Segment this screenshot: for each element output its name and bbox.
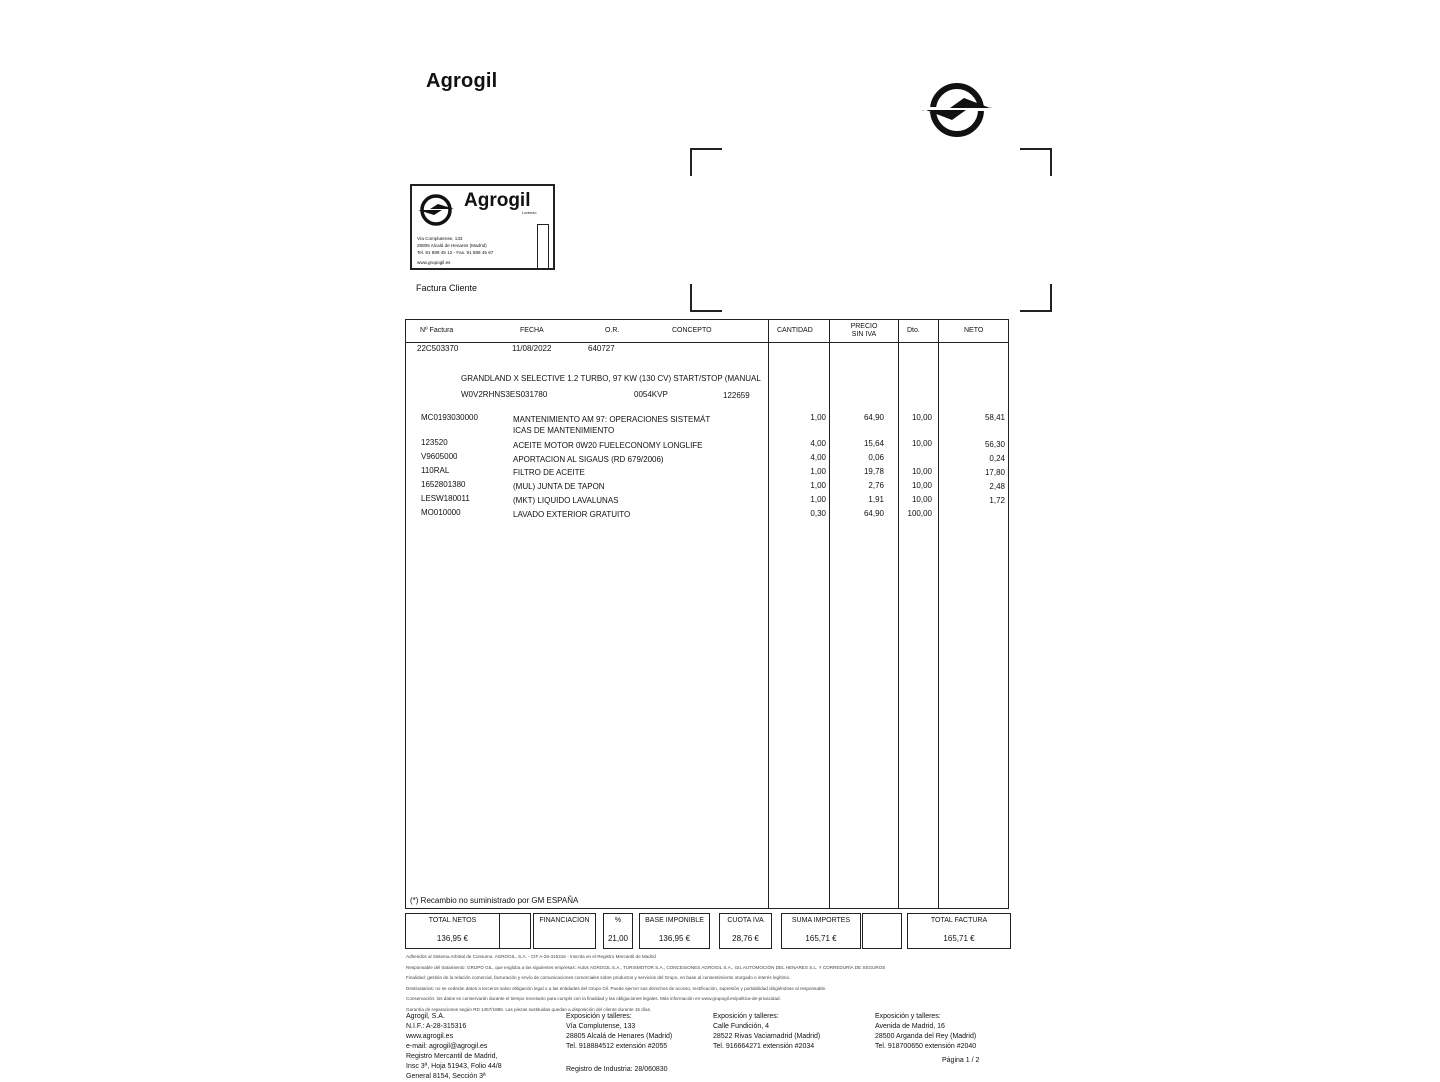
item-net: 17,80 [984,468,1005,477]
item-price: 0,06 [868,453,884,462]
item-code: 123520 [421,438,448,447]
total-factura-label: TOTAL FACTURA [930,917,988,924]
item-net: 56,30 [984,440,1005,449]
item-code: 110RAL [421,466,450,475]
item-discount: 10,00 [911,481,932,490]
suma-value: 165,71 € [805,934,837,943]
vehicle-vin: W0V2RHNS3ES031780 [461,390,548,399]
item-price: 1,91 [868,495,884,504]
suma-label: SUMA IMPORTES [791,917,851,924]
footer-line: www.agrogil.es [406,1033,454,1040]
item-net: 58,41 [984,413,1005,422]
item-discount: 10,00 [911,413,932,422]
item-qty: 1,00 [810,467,826,476]
header-price: PRECIO SIN IVA [850,323,878,338]
footer-line: Insc 3ª, Hoja 51943, Folio 44/8 [406,1063,502,1070]
table-header [406,320,1008,343]
empty-box [862,913,902,949]
footer-line: Registro de Industria: 28/060830 [566,1066,668,1073]
header-discount: Dto. [907,327,920,334]
footer-line: Vía Complutense, 133 [566,1023,636,1030]
footer-company [406,1012,502,1082]
header-net: NETO [964,327,984,334]
header-invoice-no: Nº Factura [420,327,454,334]
legal-line: Destinatarios: no se cederán datos a terceros salvo obligación legal o a las entidades del Grupo Gil. Puede ejercer sus derechos de acceso, rectificación, supresión y portabilidad dirigiéndose al responsable. [406,985,827,991]
header-concept: CONCEPTO [672,327,712,334]
header-date: FECHA [520,327,544,334]
header-or: O.R. [605,327,620,334]
invoice-or: 640727 [588,344,615,353]
empty-box [499,913,531,949]
footer-line: 28500 Arganda del Rey (Madrid) [875,1033,977,1040]
footer-line: N.I.F.: A-28-315316 [406,1023,467,1030]
footer-line: 28522 Rivas Vaciamadrid (Madrid) [713,1033,821,1040]
document-type: Factura Cliente [416,283,478,293]
total-netos-value: 136,95 € [436,934,469,943]
item-description: FILTRO DE ACEITE [513,468,585,477]
footer-line: 28805 Alcalá de Henares (Madrid) [566,1033,673,1040]
item-qty: 1,00 [810,481,826,490]
vehicle-model: GRANDLAND X SELECTIVE 1.2 TURBO, 97 KW (130 CV) START/STOP (MANUAL [461,374,761,383]
vehicle-plate: 0054KVP [634,390,668,399]
item-code: 1652801380 [421,480,466,489]
company-stamp [410,184,555,270]
stamp-subtitle: Lorenzo [522,210,537,215]
legal-line: Adheridos al Sistema Arbitral de Consumo. AGROGIL, S.A. - CIF A-28-315316 - Inscrita en el Registro Mercantil de Madrid [406,954,656,959]
footer-line: Exposición y talleres: [875,1013,941,1020]
total-factura-box [907,913,1011,949]
address-window [690,148,1052,312]
cuota-value: 28,76 € [732,934,759,943]
cuota-label: CUOTA IVA [727,917,764,924]
opel-logo-small-icon [416,192,456,228]
item-description: APORTACION AL SIGAUS (RD 679/2006) [513,455,664,464]
item-description: MANTENIMIENTO AM 97: OPERACIONES SISTEMÁT [513,415,711,424]
brand-name: Agrogil [426,70,498,92]
page-number: Página 1 / 2 [942,1057,980,1064]
item-net: 0,24 [989,454,1005,463]
base-imponible-box [639,913,710,949]
item-price: 64,90 [863,509,884,518]
footer-line: Agrogil, S.A. [406,1013,445,1020]
footer-site-rivas [713,1012,820,1052]
footer-line: Avenida de Madrid, 16 [875,1023,945,1030]
legal-line: Finalidad: gestión de la relación comercial, facturación y envío de comunicaciones comerciales sobre productos y servicios del Grupo, en base al consentimiento otorgado o interés legítimo. [406,975,791,981]
cuota-iva-box [719,913,772,949]
footer-line: Tel. 918700650 extensión #2040 [875,1043,977,1050]
footer-line: Tel. 916664271 extensión #2034 [713,1043,815,1050]
item-net: 1,72 [989,496,1005,505]
table-footnote: (*) Recambio no suministrado por GM ESPAÑA [410,896,579,905]
financiacion-box [533,913,596,949]
item-price: 19,78 [863,467,884,476]
invoice-table [405,319,1009,909]
item-discount: 10,00 [911,495,932,504]
footer-line: General 8154, Sección 3ª [406,1073,486,1080]
opel-logo-icon [920,80,994,140]
item-discount: 10,00 [911,439,932,448]
item-discount: 100,00 [907,509,932,518]
item-code: MO010000 [421,508,461,517]
stamp-vertical-mark [537,224,549,270]
invoice-date: 11/08/2022 [512,344,552,353]
item-qty: 1,00 [810,495,826,504]
item-code: LESW180011 [421,494,470,503]
item-code: MC0193030000 [421,413,478,422]
footer-line: e-mail: agrogil@agrogil.es [406,1043,488,1050]
footer-site-alcala [566,1012,672,1075]
stamp-line: Vía Complutense, 133 [417,236,463,241]
item-price: 64,90 [863,413,884,422]
total-factura-value: 165,71 € [943,934,975,943]
pct-box [603,913,633,949]
legal-text [406,952,1016,1016]
pct-value: 21,00 [607,934,629,943]
legal-line: Garantía de reparaciones según RD 1457/1986. Las piezas sustituidas quedan a disposición del cliente durante 15 días. [406,1006,652,1012]
total-netos-box [405,913,500,949]
invoice-number: 22C503370 [417,344,459,353]
stamp-brand: Agrogil [464,190,531,211]
item-description: (MKT) LIQUIDO LAVALUNAS [513,496,619,505]
vehicle-km: 122659 [723,391,750,400]
item-price: 15,64 [863,439,884,448]
item-qty: 4,00 [810,453,826,462]
item-description: LAVADO EXTERIOR GRATUITO [513,510,631,519]
header-quantity: CANTIDAD [777,327,813,334]
footer-line: Tel. 918884512 extensión #2055 [566,1043,668,1050]
stamp-line: 28805 Alcalá de Henares (Madrid) [417,243,487,248]
legal-line: Conservación: los datos se conservarán durante el tiempo necesario para cumplir con la finalidad y las obligaciones legales. Más información en www.grupogil.es/politica-de-privacidad. [406,996,781,1002]
item-qty: 0,30 [810,509,826,518]
footer-line: Registro Mercantil de Madrid, [406,1053,498,1060]
item-qty: 1,00 [810,413,826,422]
base-label: BASE IMPONIBLE [645,917,704,924]
footer-line: Calle Fundición, 4 [713,1023,770,1030]
item-description: (MUL) JUNTA DE TAPON [513,482,605,491]
footer-line: Exposición y talleres: [713,1013,779,1020]
legal-line: Responsable del tratamiento: GRUPO GIL, que engloba a las siguientes empresas: Autos AGROGIL S.A., TURISMOTOR S.A., CONCESIONES AGROGIL S.A., GIL AUTOMOCIÓN DEL HENARES S.L. Y CORREDURÍA DE SEGUROS [406,964,886,970]
suma-importes-box [781,913,861,949]
item-qty: 4,00 [810,439,826,448]
footer-site-arganda [875,1012,976,1052]
total-netos-label: TOTAL NETOS [428,917,477,924]
footer-line: Exposición y talleres: [566,1013,632,1020]
item-description: ACEITE MOTOR 0W20 FUELECONOMY LONGLIFE [513,441,703,450]
item-price: 2,76 [868,481,884,490]
item-net: 2,48 [989,482,1005,491]
item-description: ICAS DE MANTENIMIENTO [513,426,615,435]
item-code: V9605000 [421,452,458,461]
financiacion-label: FINANCIACION [539,917,590,924]
pct-label: % [614,917,622,924]
stamp-line: www.grupogil.es [417,260,451,265]
item-discount: 10,00 [911,467,932,476]
base-value: 136,95 € [658,934,691,943]
stamp-line: Tel. 91 889 45 12 - Fax. 91 888 45 67 [417,250,494,255]
